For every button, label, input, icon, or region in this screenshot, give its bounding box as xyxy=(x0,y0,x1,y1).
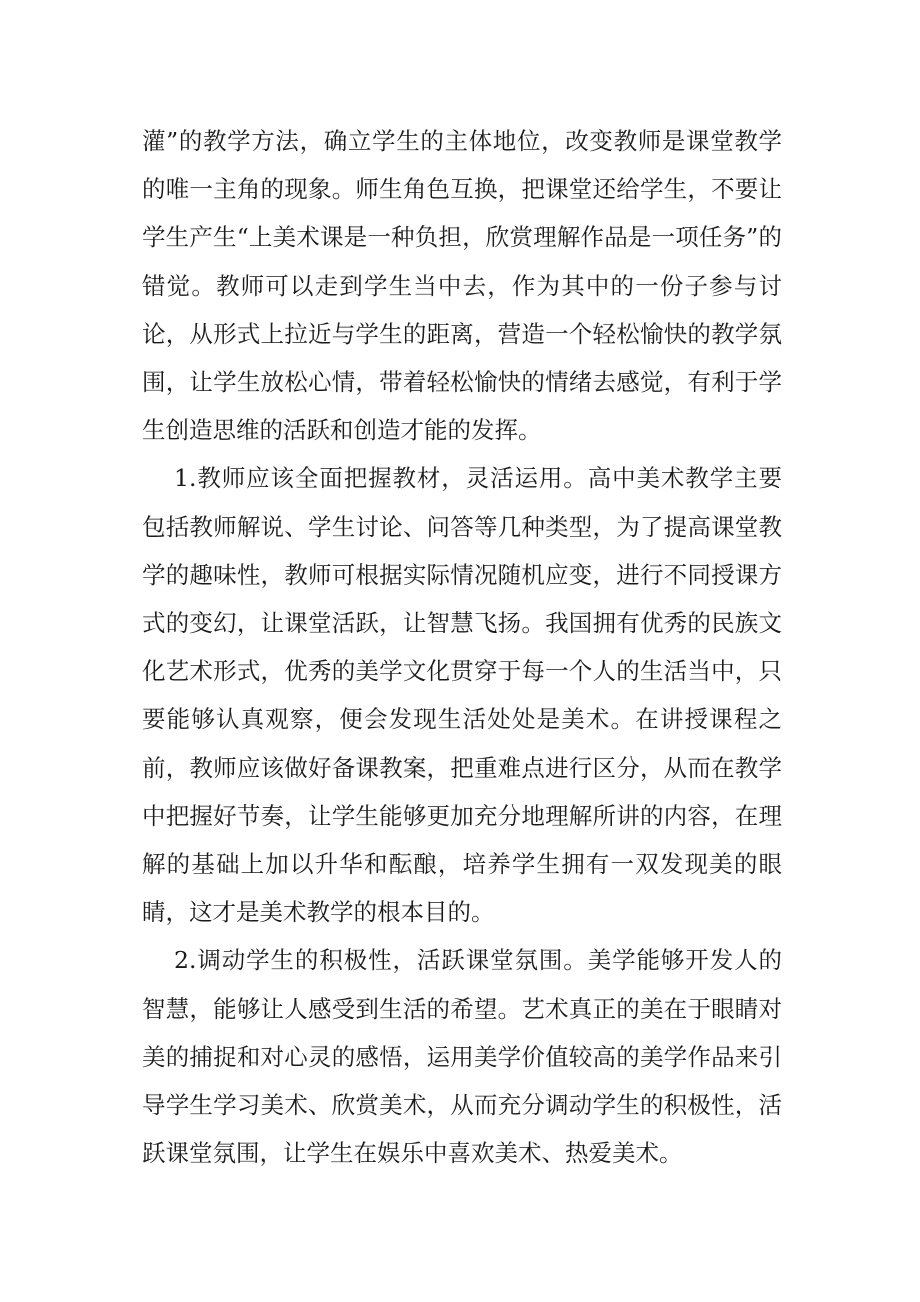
paragraph-point-2: 2.调动学生的积极性，活跃课堂氛围。美学能够开发人的智慧，能够让人感受到生活的希望。艺术真正的美在于眼睛对美的捕捉和对心灵的感悟，运用美学价值较高的美学作品来引导学生学习美术、欣赏美术，从而充分调动学生的积极性，活跃课堂氛围，让学生在娱乐中喜欢美术、热爱美术。 xyxy=(142,946,782,1168)
paragraph-point-1: 1.教师应该全面把握教材，灵活运用。高中美术教学主要包括教师解说、学生讨论、问答等几种类型，为了提高课堂教学的趣味性，教师可根据实际情况随机应变，进行不同授课方式的变幻，让课堂活跃，让智慧飞扬。我国拥有优秀的民族文化艺术形式，优秀的美学文化贯穿于每一个人的生活当中，只要能够认真观察，便会发现生活处处是美术。在讲授课程之前，教师应该做好备课教案，把重难点进行区分，从而在教学中把握好节奏，让学生能够更加充分地理解所讲的内容，在理解的基础上加以升华和酝酿，培养学生拥有一双发现美的眼睛，这才是美术教学的根本目的。 xyxy=(142,464,782,927)
paragraph-continuation: 灌”的教学方法，确立学生的主体地位，改变教师是课堂教学的唯一主角的现象。师生角色互换，把课堂还给学生，不要让学生产生“上美术课是一种负担，欣赏理解作品是一项任务”的错觉。教师可以走到学生当中去，作为其中的一份子参与讨论，从形式上拉近与学生的距离，营造一个轻松愉快的教学氛围，让学生放松心情，带着轻松愉快的情绪去感觉，有利于学生创造思维的活跃和创造才能的发挥。 xyxy=(142,127,782,445)
document-body xyxy=(142,117,782,1177)
